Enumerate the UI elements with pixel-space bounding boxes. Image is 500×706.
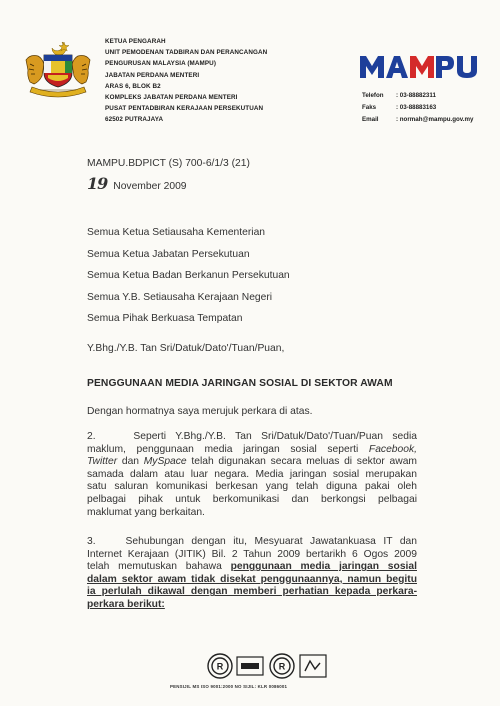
svg-text:R: R — [278, 661, 286, 672]
org-line: JABATAN PERDANA MENTERI — [105, 71, 200, 79]
recipient-list — [87, 222, 290, 330]
org-line: UNIT PEMODENAN TADBIRAN DAN PERANCANGAN — [105, 49, 268, 57]
mampu-logo — [360, 54, 478, 78]
text-run: maklum, penggunaan media jaringan sosial seperti — [87, 443, 369, 455]
certification-note: PENSIJIL MS ISO 9001:2000 NO SIJIL: KLR 0086001 — [170, 684, 288, 689]
organisation-address — [105, 36, 335, 126]
org-line: ARAS 6, BLOK B2 — [105, 82, 161, 90]
certification-logos — [205, 651, 335, 681]
org-line: KETUA PENGARAH — [105, 38, 166, 45]
text-run: telah digunakan secara meluas di sektor awam — [186, 456, 417, 468]
paragraph-line: ia perlulah dikawal dengan memberi perhatian kepada perkara- — [87, 586, 417, 598]
org-line: 62502 PUTRAJAYA — [105, 116, 164, 124]
paragraph-line: perkara berikut: — [87, 598, 165, 610]
contact-details — [362, 90, 492, 126]
paragraph-line: maklumat yang berkaitan. — [87, 506, 205, 518]
contact-label: Telefon — [362, 92, 384, 99]
contact-label: Faks — [362, 104, 377, 111]
text-run: dan — [117, 456, 144, 468]
paragraph-line — [87, 456, 417, 469]
text-run-italic: Twitter — [87, 456, 118, 468]
date-month-year: November 2009 — [113, 181, 187, 192]
contact-value: : 03-88883163 — [396, 104, 437, 111]
recipient: Semua Ketua Jabatan Persekutuan — [87, 248, 250, 260]
contact-value: : normah@mampu.gov.my — [396, 116, 474, 123]
paragraph-line: pelbagai pihak untuk berkomunikasi dan berkongsi pelbagai — [87, 493, 417, 505]
text-run-italic: Facebook, — [368, 443, 417, 455]
letter-date — [87, 174, 187, 193]
recipient: Semua Pihak Berkuasa Tempatan — [87, 313, 243, 324]
salutation: Y.Bhg./Y.B. Tan Sri/Datuk/Dato'/Tuan/Puan, — [87, 343, 285, 354]
contact-row-telefon — [362, 90, 492, 102]
contact-value: : 03-88882311 — [396, 92, 436, 99]
paragraph-line — [87, 444, 417, 457]
intro-sentence: Dengan hormatnya saya merujuk perkara di atas. — [87, 406, 313, 417]
recipient: Semua Ketua Badan Berkanun Persekutuan — [87, 270, 290, 281]
text-run: telah memutuskan bahawa — [87, 561, 231, 573]
letter-title: PENGGUNAAN MEDIA JARINGAN SOSIAL DI SEKTOR AWAM — [87, 378, 393, 389]
reference-number: MAMPU.BDPICT (S) 700-6/1/3 (21) — [87, 158, 250, 169]
paragraph-line: 3. Sehubungan dengan itu, Mesyuarat Jawatankuasa IT dan — [87, 536, 417, 547]
malaysia-coat-of-arms-icon — [22, 38, 94, 98]
org-line: PENGURUSAN MALAYSIA (MAMPU) — [105, 60, 217, 68]
paragraph-line: 2. Seperti Y.Bhg./Y.B. Tan Sri/Datuk/Dato'/Tuan/Puan sedia — [87, 431, 417, 442]
paragraph-line — [87, 561, 417, 574]
contact-label: Email — [362, 116, 379, 123]
recipient: Semua Ketua Setiausaha Kementerian — [87, 227, 266, 238]
paragraph-line: satu saluran komunikasi berkesan yang telah diguna pakai oleh — [87, 481, 417, 493]
recipient: Semua Y.B. Setiausaha Kerajaan Negeri — [87, 291, 273, 303]
contact-row-faks — [362, 102, 492, 114]
paragraph-3 — [87, 536, 417, 612]
paragraph-line: dalam sektor awam tidak disekat penggunaannya, namun begitu — [87, 573, 417, 585]
org-line: KOMPLEKS JABATAN PERDANA MENTERI — [105, 94, 238, 102]
text-run-bold-underline: penggunaan media jaringan sosial — [230, 561, 417, 573]
text-run-italic: MySpace — [143, 456, 187, 468]
svg-text:R: R — [216, 661, 224, 672]
org-line: PUSAT PENTADBIRAN KERAJAAN PERSEKUTUAN — [105, 105, 264, 113]
date-day-handwritten: 19 — [87, 174, 108, 193]
paragraph-line: Internet Kerajaan (JITIK) Bil. 2 Tahun 2009 bertarikh 6 Ogos 2009 — [87, 548, 417, 560]
paragraph-line: samada dalam atau luar negara. Media jaringan sosial merupakan — [87, 468, 417, 480]
contact-row-email — [362, 114, 492, 126]
paragraph-2 — [87, 431, 417, 519]
